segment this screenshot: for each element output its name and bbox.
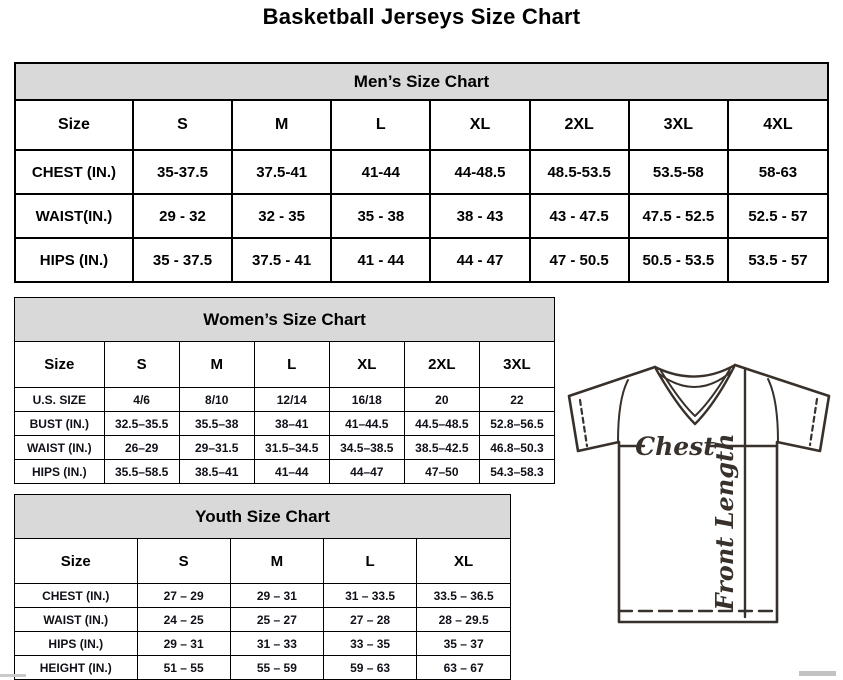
- row-label: BUST (IN.): [15, 412, 105, 436]
- column-header: M: [179, 342, 254, 388]
- size-cell: 33 – 35: [323, 632, 416, 656]
- size-cell: 31 – 33.5: [323, 584, 416, 608]
- size-cell: 32.5–35.5: [104, 412, 179, 436]
- row-label: HIPS (IN.): [15, 632, 138, 656]
- jersey-measurement-diagram: [555, 353, 843, 645]
- left-armhole-seam: [618, 380, 628, 442]
- size-cell: 29 - 32: [133, 194, 232, 238]
- jersey-outline: [569, 365, 829, 622]
- row-label: CHEST (IN.): [15, 150, 133, 194]
- page-title: Basketball Jerseys Size Chart: [262, 4, 581, 29]
- size-cell: 37.5-41: [232, 150, 331, 194]
- size-cell: 27 – 28: [323, 608, 416, 632]
- size-cell: 12/14: [254, 388, 329, 412]
- row-label: WAIST (IN.): [15, 436, 105, 460]
- table-row: [15, 656, 511, 680]
- column-header: L: [331, 100, 430, 150]
- size-cell: 24 – 25: [137, 608, 230, 632]
- size-cell: 35 - 37.5: [133, 238, 232, 282]
- size-cell: 44 - 47: [430, 238, 529, 282]
- womens-size-table: [14, 297, 555, 484]
- row-label: U.S. SIZE: [15, 388, 105, 412]
- table-row: [15, 194, 828, 238]
- size-cell: 41 - 44: [331, 238, 430, 282]
- size-cell: 51 – 55: [137, 656, 230, 680]
- size-cell: 35-37.5: [133, 150, 232, 194]
- size-cell: 35.5–38: [179, 412, 254, 436]
- column-header: Size: [15, 342, 105, 388]
- column-header: S: [104, 342, 179, 388]
- size-cell: 41-44: [331, 150, 430, 194]
- table-row: [15, 298, 555, 342]
- column-header: M: [230, 539, 323, 584]
- size-cell: 33.5 – 36.5: [417, 584, 511, 608]
- table-row: [15, 238, 828, 282]
- row-label: WAIST (IN.): [15, 608, 138, 632]
- size-cell: 46.8–50.3: [479, 436, 554, 460]
- size-cell: 27 – 29: [137, 584, 230, 608]
- table-row: [15, 412, 555, 436]
- table-row: [15, 608, 511, 632]
- size-cell: 44.5–48.5: [404, 412, 479, 436]
- column-header: 2XL: [404, 342, 479, 388]
- size-cell: 38.5–42.5: [404, 436, 479, 460]
- scrollbar-fragment-right[interactable]: [799, 671, 836, 676]
- size-cell: 44-48.5: [430, 150, 529, 194]
- youth-table-title: Youth Size Chart: [15, 495, 511, 539]
- size-cell: 47 - 50.5: [530, 238, 629, 282]
- size-cell: 41–44: [254, 460, 329, 484]
- collar-arc-outer: [655, 365, 735, 377]
- right-cuff-dashes: [810, 399, 817, 445]
- table-row: [15, 436, 555, 460]
- table-row: [15, 495, 511, 539]
- size-cell: 35 – 37: [417, 632, 511, 656]
- size-cell: 50.5 - 53.5: [629, 238, 728, 282]
- size-cell: 63 – 67: [417, 656, 511, 680]
- size-cell: 43 - 47.5: [530, 194, 629, 238]
- front-length-label: Front Length: [710, 433, 739, 611]
- size-cell: 29 – 31: [230, 584, 323, 608]
- table-row: [15, 342, 555, 388]
- size-cell: 54.3–58.3: [479, 460, 554, 484]
- size-cell: 53.5 - 57: [728, 238, 828, 282]
- row-label: HIPS (IN.): [15, 238, 133, 282]
- row-label: WAIST(IN.): [15, 194, 133, 238]
- size-cell: 4/6: [104, 388, 179, 412]
- column-header: XL: [430, 100, 529, 150]
- size-cell: 38.5–41: [179, 460, 254, 484]
- size-cell: 29 – 31: [137, 632, 230, 656]
- size-cell: 37.5 - 41: [232, 238, 331, 282]
- column-header: L: [254, 342, 329, 388]
- table-row: [15, 388, 555, 412]
- size-cell: 32 - 35: [232, 194, 331, 238]
- column-header: M: [232, 100, 331, 150]
- size-cell: 26–29: [104, 436, 179, 460]
- size-cell: 28 – 29.5: [417, 608, 511, 632]
- column-header: 3XL: [629, 100, 728, 150]
- size-cell: 38 - 43: [430, 194, 529, 238]
- table-row: [15, 584, 511, 608]
- column-header: Size: [15, 100, 133, 150]
- size-cell: 31.5–34.5: [254, 436, 329, 460]
- column-header: 2XL: [530, 100, 629, 150]
- size-cell: 52.8–56.5: [479, 412, 554, 436]
- mens-table-title: Men’s Size Chart: [15, 63, 828, 100]
- column-header: 3XL: [479, 342, 554, 388]
- table-row: [15, 150, 828, 194]
- size-cell: 31 – 33: [230, 632, 323, 656]
- size-cell: 34.5–38.5: [329, 436, 404, 460]
- table-row: [15, 63, 828, 100]
- size-cell: 48.5-53.5: [530, 150, 629, 194]
- column-header: XL: [329, 342, 404, 388]
- scrollbar-fragment-left[interactable]: [0, 674, 26, 677]
- size-cell: 59 – 63: [323, 656, 416, 680]
- size-cell: 41–44.5: [329, 412, 404, 436]
- size-cell: 44–47: [329, 460, 404, 484]
- column-header: S: [137, 539, 230, 584]
- size-cell: 53.5-58: [629, 150, 728, 194]
- right-armhole-seam: [768, 379, 778, 442]
- column-header: S: [133, 100, 232, 150]
- size-cell: 16/18: [329, 388, 404, 412]
- table-row: [15, 460, 555, 484]
- mens-size-table: [14, 62, 829, 283]
- size-cell: 22: [479, 388, 554, 412]
- size-cell: 35 - 38: [331, 194, 430, 238]
- table-row: [15, 632, 511, 656]
- table-row: [15, 100, 828, 150]
- column-header: 4XL: [728, 100, 828, 150]
- table-row: [15, 539, 511, 584]
- size-cell: 47.5 - 52.5: [629, 194, 728, 238]
- size-cell: 55 – 59: [230, 656, 323, 680]
- size-cell: 38–41: [254, 412, 329, 436]
- size-cell: 20: [404, 388, 479, 412]
- column-header: L: [323, 539, 416, 584]
- row-label: HEIGHT (IN.): [15, 656, 138, 680]
- size-cell: 58-63: [728, 150, 828, 194]
- column-header: XL: [417, 539, 511, 584]
- size-cell: 52.5 - 57: [728, 194, 828, 238]
- size-cell: 8/10: [179, 388, 254, 412]
- row-label: CHEST (IN.): [15, 584, 138, 608]
- size-cell: 25 – 27: [230, 608, 323, 632]
- chest-label: Chest: [635, 432, 715, 461]
- column-header: Size: [15, 539, 138, 584]
- womens-table-title: Women’s Size Chart: [15, 298, 555, 342]
- size-cell: 29–31.5: [179, 436, 254, 460]
- size-cell: 47–50: [404, 460, 479, 484]
- size-cell: 35.5–58.5: [104, 460, 179, 484]
- left-cuff-dashes: [580, 400, 587, 446]
- row-label: HIPS (IN.): [15, 460, 105, 484]
- youth-size-table: [14, 494, 511, 680]
